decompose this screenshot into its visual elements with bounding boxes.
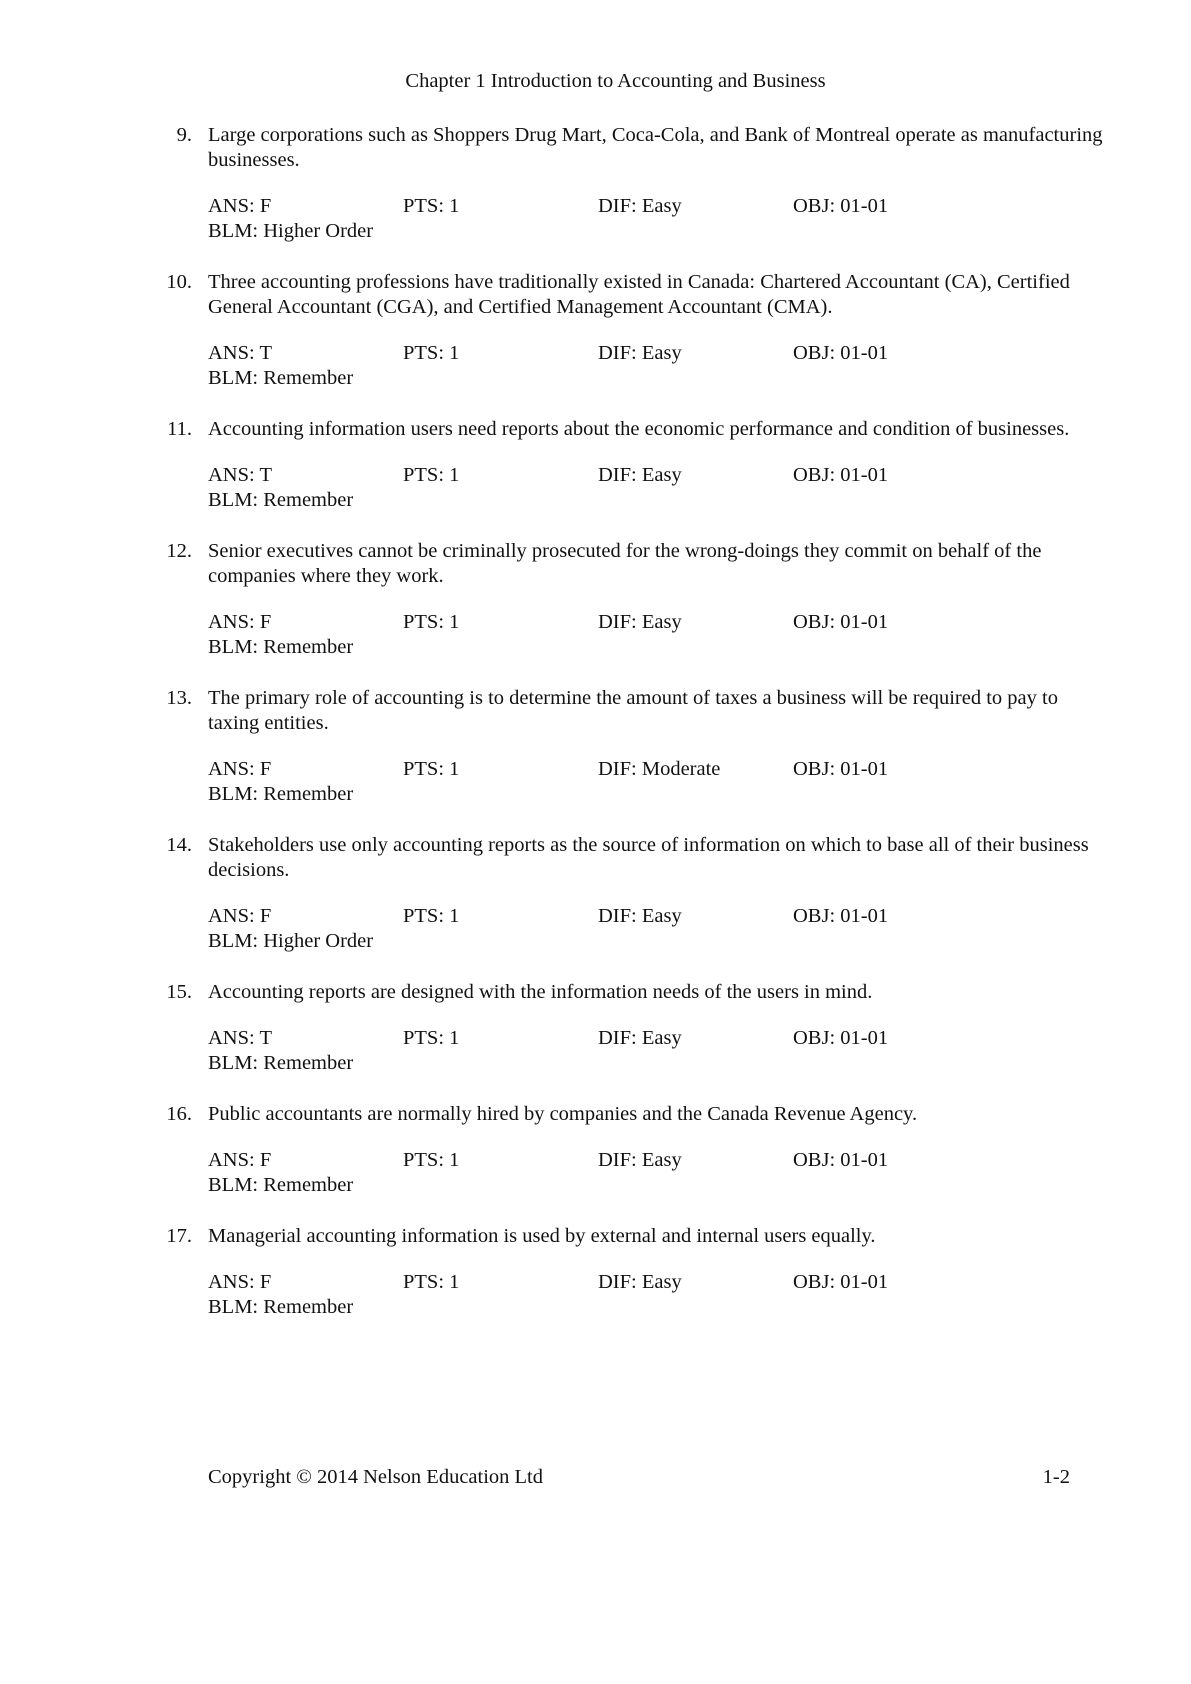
question-number: 13. — [166, 687, 192, 709]
points-value: PTS: 1 — [403, 905, 460, 927]
difficulty-value: DIF: Easy — [598, 1271, 682, 1293]
answer-value: ANS: F — [208, 758, 272, 780]
blooms-level: BLM: Remember — [208, 1052, 354, 1074]
question-number: 12. — [166, 540, 192, 562]
copyright-notice: Copyright © 2014 Nelson Education Ltd — [208, 1466, 543, 1488]
objective-value: OBJ: 01-01 — [793, 1027, 889, 1049]
objective-value: OBJ: 01-01 — [793, 611, 889, 633]
page-number: 1-2 — [1042, 1466, 1070, 1488]
blooms-level: BLM: Higher Order — [208, 220, 374, 242]
answer-value: ANS: F — [208, 905, 272, 927]
objective-value: OBJ: 01-01 — [793, 342, 889, 364]
difficulty-value: DIF: Easy — [598, 905, 682, 927]
answer-meta — [208, 194, 1191, 244]
difficulty-value: DIF: Easy — [598, 195, 682, 217]
difficulty-value: DIF: Easy — [598, 464, 682, 486]
question-text: Senior executives cannot be criminally prosecuted for the wrong-doings they commit on behalf of the companies where they work. — [208, 540, 1042, 587]
answer-meta — [208, 341, 1191, 391]
blooms-level: BLM: Remember — [208, 783, 354, 805]
question-item — [0, 980, 1191, 1076]
blooms-level: BLM: Remember — [208, 489, 354, 511]
points-value: PTS: 1 — [403, 1149, 460, 1171]
answer-meta — [208, 904, 1191, 954]
question-text: Accounting reports are designed with the information needs of the users in mind. — [208, 981, 873, 1003]
question-number: 16. — [166, 1103, 192, 1125]
objective-value: OBJ: 01-01 — [793, 758, 889, 780]
blooms-level: BLM: Higher Order — [208, 930, 374, 952]
points-value: PTS: 1 — [403, 758, 460, 780]
answer-value: ANS: T — [208, 464, 272, 486]
difficulty-value: DIF: Easy — [598, 342, 682, 364]
points-value: PTS: 1 — [403, 195, 460, 217]
blooms-level: BLM: Remember — [208, 1174, 354, 1196]
question-number: 17. — [166, 1225, 192, 1247]
answer-value: ANS: F — [208, 195, 272, 217]
difficulty-value: DIF: Easy — [598, 1027, 682, 1049]
answer-meta — [208, 463, 1191, 513]
question-text: Managerial accounting information is used by external and internal users equally. — [208, 1225, 876, 1247]
question-text: Stakeholders use only accounting reports as the source of information on which to base all of their business decisions. — [208, 834, 1089, 881]
blooms-level: BLM: Remember — [208, 636, 354, 658]
answer-meta — [208, 757, 1191, 807]
question-number: 11. — [167, 418, 192, 440]
question-item — [0, 417, 1191, 513]
points-value: PTS: 1 — [403, 1027, 460, 1049]
question-number: 9. — [176, 124, 192, 146]
objective-value: OBJ: 01-01 — [793, 195, 889, 217]
question-text: Public accountants are normally hired by companies and the Canada Revenue Agency. — [208, 1103, 918, 1125]
answer-meta — [208, 610, 1191, 660]
blooms-level: BLM: Remember — [208, 1296, 354, 1318]
question-text: The primary role of accounting is to determine the amount of taxes a business will be required to pay to taxing entities. — [208, 687, 1058, 734]
points-value: PTS: 1 — [403, 464, 460, 486]
question-list — [0, 123, 1191, 1346]
objective-value: OBJ: 01-01 — [793, 905, 889, 927]
answer-value: ANS: F — [208, 1149, 272, 1171]
question-number: 10. — [166, 271, 192, 293]
points-value: PTS: 1 — [403, 1271, 460, 1293]
answer-meta — [208, 1026, 1191, 1076]
answer-value: ANS: F — [208, 1271, 272, 1293]
difficulty-value: DIF: Easy — [598, 1149, 682, 1171]
question-item — [0, 123, 1191, 244]
points-value: PTS: 1 — [403, 342, 460, 364]
page-header: Chapter 1 Introduction to Accounting and Business — [405, 70, 826, 92]
objective-value: OBJ: 01-01 — [793, 1149, 889, 1171]
question-text: Accounting information users need reports about the economic performance and condition of businesses. — [208, 418, 1070, 440]
question-item — [0, 270, 1191, 391]
objective-value: OBJ: 01-01 — [793, 1271, 889, 1293]
answer-meta — [208, 1148, 1191, 1198]
points-value: PTS: 1 — [403, 611, 460, 633]
question-text: Large corporations such as Shoppers Drug Mart, Coca-Cola, and Bank of Montreal operate as manufacturing businesses. — [208, 124, 1103, 171]
answer-value: ANS: T — [208, 1027, 272, 1049]
question-item — [0, 686, 1191, 807]
question-item — [0, 1102, 1191, 1198]
answer-value: ANS: T — [208, 342, 272, 364]
question-item — [0, 1224, 1191, 1320]
question-number: 15. — [166, 981, 192, 1003]
question-item — [0, 833, 1191, 954]
question-text: Three accounting professions have traditionally existed in Canada: Chartered Accountant (CA), Certified General Accountant (CGA), and Certified Management Accountant (CMA). — [208, 271, 1070, 318]
difficulty-value: DIF: Easy — [598, 611, 682, 633]
objective-value: OBJ: 01-01 — [793, 464, 889, 486]
answer-value: ANS: F — [208, 611, 272, 633]
blooms-level: BLM: Remember — [208, 367, 354, 389]
difficulty-value: DIF: Moderate — [598, 758, 721, 780]
answer-meta — [208, 1270, 1191, 1320]
question-number: 14. — [166, 834, 192, 856]
question-item — [0, 539, 1191, 660]
